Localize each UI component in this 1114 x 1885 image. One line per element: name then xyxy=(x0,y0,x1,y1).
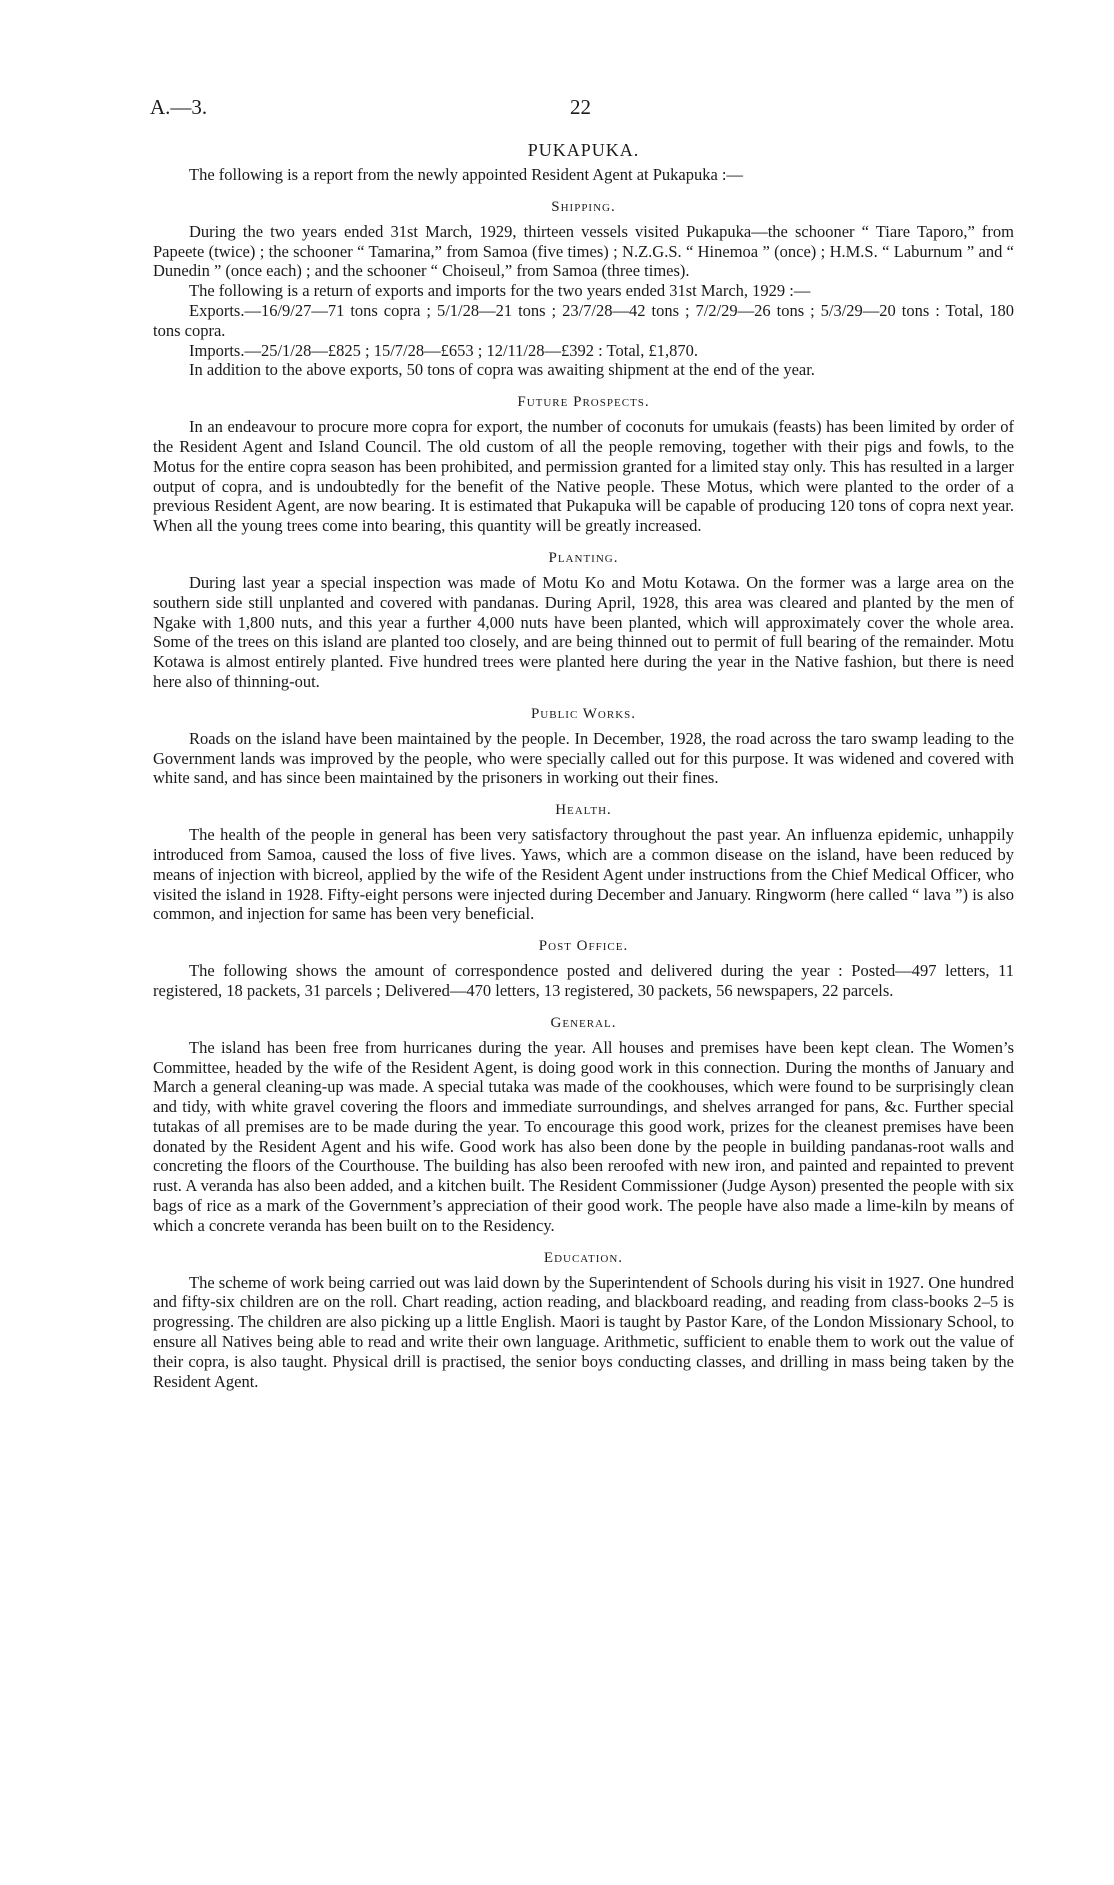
paragraph: The health of the people in general has been very satisfactory throughout the past year. An influenza epidemic, unhappily introduced from Samoa, caused the loss of five lives. Yaws, which are a common disease on the island, have been reduced by means of injection with bicreol, applied by the wife of the Resident Agent under instructions from the Chief Medical Officer, who visited the island in 1928. Fifty-eight persons were injected during December and January. Ringworm (here called “ lava ”) is also common, and injection for same has been very beneficial. xyxy=(153,825,1014,924)
intro-paragraph: The following is a report from the newly appointed Resident Agent at Pukapuka :— xyxy=(189,165,744,184)
section-heading: Shipping. xyxy=(551,198,616,215)
paragraph: Exports.—16/9/27—71 tons copra ; 5/1/28—21 tons ; 23/7/28—42 tons ; 7/2/29—26 tons ; 5/3/29—20 tons : Total, 180 tons copra. xyxy=(153,300,1014,340)
section-planting xyxy=(153,550,1014,692)
section-heading: Planting. xyxy=(548,549,619,566)
section-post-office xyxy=(153,938,1014,1001)
section-health xyxy=(153,802,1014,924)
section-education xyxy=(153,1250,1014,1392)
paragraph: The scheme of work being carried out was laid down by the Superintendent of Schools during his visit in 1927. One hundred and fifty-six children are on the roll. Chart reading, action reading, and blackboard reading, and reading from class-books 2–5 is progressing. The children are also picking up a little English. Maori is taught by Pastor Kare, of the London Missionary School, to ensure all Natives being able to read and write their own language. Arithmetic, sufficient to enable them to work out the value of their copra, is also taught. Physical drill is practised, the senior boys conducting classes, and drilling in mass being taken by the Resident Agent. xyxy=(153,1272,1014,1391)
section-general xyxy=(153,1015,1014,1236)
document-reference: A.—3. xyxy=(150,95,208,119)
section-heading: General. xyxy=(550,1014,617,1031)
paragraph: The following is a return of exports and imports for the two years ended 31st March, 1929 :— xyxy=(189,281,811,301)
section-shipping xyxy=(153,199,1014,380)
section-heading: Education. xyxy=(543,1249,624,1266)
paragraph: During the two years ended 31st March, 1929, thirteen vessels visited Pukapuka—the schooner “ Tiare Taporo,” from Papeete (twice) ; the schooner “ Tamarina,” from Samoa (five times) ; N.Z.G.S. “ Hinemoa ” (once) ; H.M.S. “ Laburnum ” and “ Dunedin ” (once each) ; and the schooner “ Choiseul,” from Samoa (three times). xyxy=(153,221,1014,281)
section-heading: Health. xyxy=(555,802,612,819)
section-public-works xyxy=(153,706,1014,788)
section-future-prospects xyxy=(153,394,1014,536)
paragraph: In addition to the above exports, 50 tons of copra was awaiting shipment at the end of the year. xyxy=(189,360,815,380)
section-heading: Future Prospects. xyxy=(517,394,650,411)
section-heading: Post Office. xyxy=(538,938,629,955)
paragraph: The following shows the amount of correspondence posted and delivered during the year : Posted—497 letters, 11 registered, 18 packets, 31 parcels ; Delivered—470 letters, 13 registered, 30 packets, 56 newspapers, 22 parcels. xyxy=(153,961,1014,1000)
page-number: 22 xyxy=(570,95,591,119)
document-title: PUKAPUKA. xyxy=(527,140,640,160)
section-heading: Public Works. xyxy=(530,705,637,722)
document-body xyxy=(153,140,1014,1391)
paragraph: During last year a special inspection was made of Motu Ko and Motu Kotawa. On the former was a large area on the southern side still unplanted and covered with pandanas. During April, 1928, this area was cleared and planted by the men of Ngake with 1,800 nuts, and this year a further 4,000 nuts have been planted, which will approximately cover the whole area. Some of the trees on this island are planted too closely, and are being thinned out to permit of full bearing of the remainder. Motu Kotawa is almost entirely planted. Five hundred trees were planted here during the year in the Native fashion, but there is need here also of thinning-out. xyxy=(153,572,1014,691)
paragraph: In an endeavour to procure more copra for export, the number of coconuts for umukais (feasts) has been limited by order of the Resident Agent and Island Council. The old custom of all the people removing, together with their pigs and fowls, to the Motus for the entire copra season has been prohibited, and permission granted for a limited stay only. This has resulted in a larger output of copra, and is undoubtedly for the benefit of the Native people. These Motus, which were planted to the order of a previous Resident Agent, are now bearing. It is estimated that Pukapuka will be capable of producing 120 tons of copra next year. When all the young trees come into bearing, this quantity will be greatly increased. xyxy=(153,417,1014,536)
paragraph: Roads on the island have been maintained by the people. In December, 1928, the road across the taro swamp leading to the Government lands was improved by the people, who were specially called out for this purpose. It was widened and covered with white sand, and has since been maintained by the prisoners in working out their fines. xyxy=(153,728,1014,788)
paragraph: Imports.—25/1/28—£825 ; 15/7/28—£653 ; 12/11/28—£392 : Total, £1,870. xyxy=(189,340,698,360)
paragraph: The island has been free from hurricanes during the year. All houses and premises have been kept clean. The Women’s Committee, headed by the wife of the Resident Agent, is doing good work in this connection. During the months of January and March a general cleaning-up was made. A special tutaka was made of the cookhouses, which were found to be surprisingly clean and tidy, with white gravel covering the floors and immediate surroundings, and shelves arranged for pans, &c. Further special tutakas of all premises are to be made during the year. To encourage this good work, prizes for the cleanest premises have been donated by the Resident Agent and his wife. Good work has also been done by the people in building pandanas-root walls and concreting the floors of the Courthouse. The building has also been reroofed with new iron, and painted and repainted to prevent rust. A veranda has also been added, and a kitchen built. The Resident Commissioner (Judge Ayson) presented the people with six bags of rice as a mark of the Government’s appreciation of their good work. The people have also made a lime-kiln by means of which a concrete veranda has been built on to the Residency. xyxy=(153,1037,1014,1235)
